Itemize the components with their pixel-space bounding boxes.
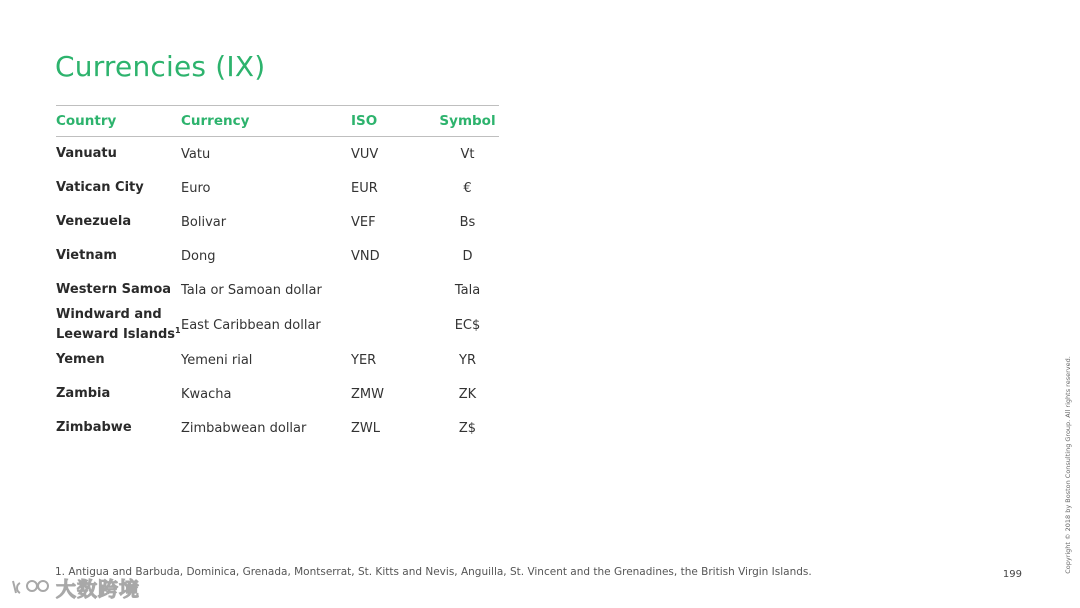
- iso-cell: [351, 307, 436, 343]
- symbol-cell: Vt: [460, 146, 475, 162]
- country-cell: Vatican City: [56, 180, 144, 195]
- footnote-marker: 1: [175, 326, 181, 335]
- country-cell: Vietnam: [56, 248, 117, 263]
- table-row: [56, 137, 499, 172]
- page-number: 199: [1002, 569, 1022, 580]
- iso-cell: ZWL: [351, 420, 381, 436]
- watermark: [10, 573, 140, 602]
- currency-cell: Bolivar: [181, 214, 227, 230]
- header-country: Country: [56, 106, 181, 137]
- iso-cell: [351, 273, 436, 307]
- currency-cell: Vatu: [181, 146, 211, 162]
- symbol-cell: Z$: [458, 420, 477, 436]
- page-title: Currencies (IX): [55, 50, 266, 83]
- symbol-cell: €: [463, 180, 472, 196]
- currency-cell: East Caribbean dollar: [181, 317, 321, 333]
- currency-cell: Tala or Samoan dollar: [181, 282, 322, 298]
- table-row: [56, 239, 499, 273]
- header-currency: Currency: [181, 106, 351, 137]
- symbol-cell: Bs: [459, 214, 476, 230]
- currency-cell: Dong: [181, 248, 216, 264]
- country-cell: Yemen: [56, 352, 105, 367]
- currency-table-container: [56, 105, 499, 445]
- country-cell: [56, 307, 181, 343]
- iso-cell: EUR: [351, 180, 378, 196]
- country-cell: Zimbabwe: [56, 420, 132, 435]
- table-row: [56, 411, 499, 445]
- country-name: Windward and Leeward Islands: [56, 307, 176, 342]
- table-row: [56, 307, 499, 343]
- header-symbol: Symbol: [436, 106, 499, 137]
- table-header-row: [56, 106, 499, 137]
- country-cell: Vanuatu: [56, 146, 117, 161]
- country-cell: Zambia: [56, 386, 111, 401]
- iso-cell: VND: [351, 248, 380, 264]
- iso-cell: YER: [351, 352, 377, 368]
- header-iso: ISO: [351, 106, 436, 137]
- footnote: 1. Antigua and Barbuda, Dominica, Grenada, Montserrat, St. Kitts and Nevis, Anguilla, St. Vincent and the Grenadines, the British Virgin Islands.: [55, 566, 812, 578]
- country-cell: Venezuela: [56, 214, 132, 229]
- table-row: [56, 205, 499, 239]
- table-row: [56, 377, 499, 411]
- iso-cell: VUV: [351, 146, 379, 162]
- iso-cell: VEF: [351, 214, 376, 230]
- watermark-logo-icon: [10, 577, 50, 599]
- symbol-cell: YR: [459, 352, 476, 368]
- currency-cell: Zimbabwean dollar: [181, 420, 307, 436]
- table-row: [56, 273, 499, 307]
- currency-cell: Yemeni rial: [181, 352, 253, 368]
- country-cell: Western Samoa: [56, 282, 172, 297]
- symbol-cell: Tala: [454, 282, 481, 298]
- iso-cell: ZMW: [351, 386, 384, 402]
- symbol-cell: D: [462, 248, 473, 264]
- watermark-text: 大数跨境: [56, 577, 140, 601]
- symbol-cell: EC$: [454, 317, 481, 333]
- table-row: [56, 171, 499, 205]
- symbol-cell: ZK: [458, 386, 477, 402]
- table-row: [56, 343, 499, 377]
- currency-cell: Euro: [181, 180, 211, 196]
- currency-table: [56, 105, 499, 445]
- copyright-notice: Copyright © 2018 by Boston Consulting Group. All rights reserved.: [1064, 356, 1072, 574]
- currency-cell: Kwacha: [181, 386, 232, 402]
